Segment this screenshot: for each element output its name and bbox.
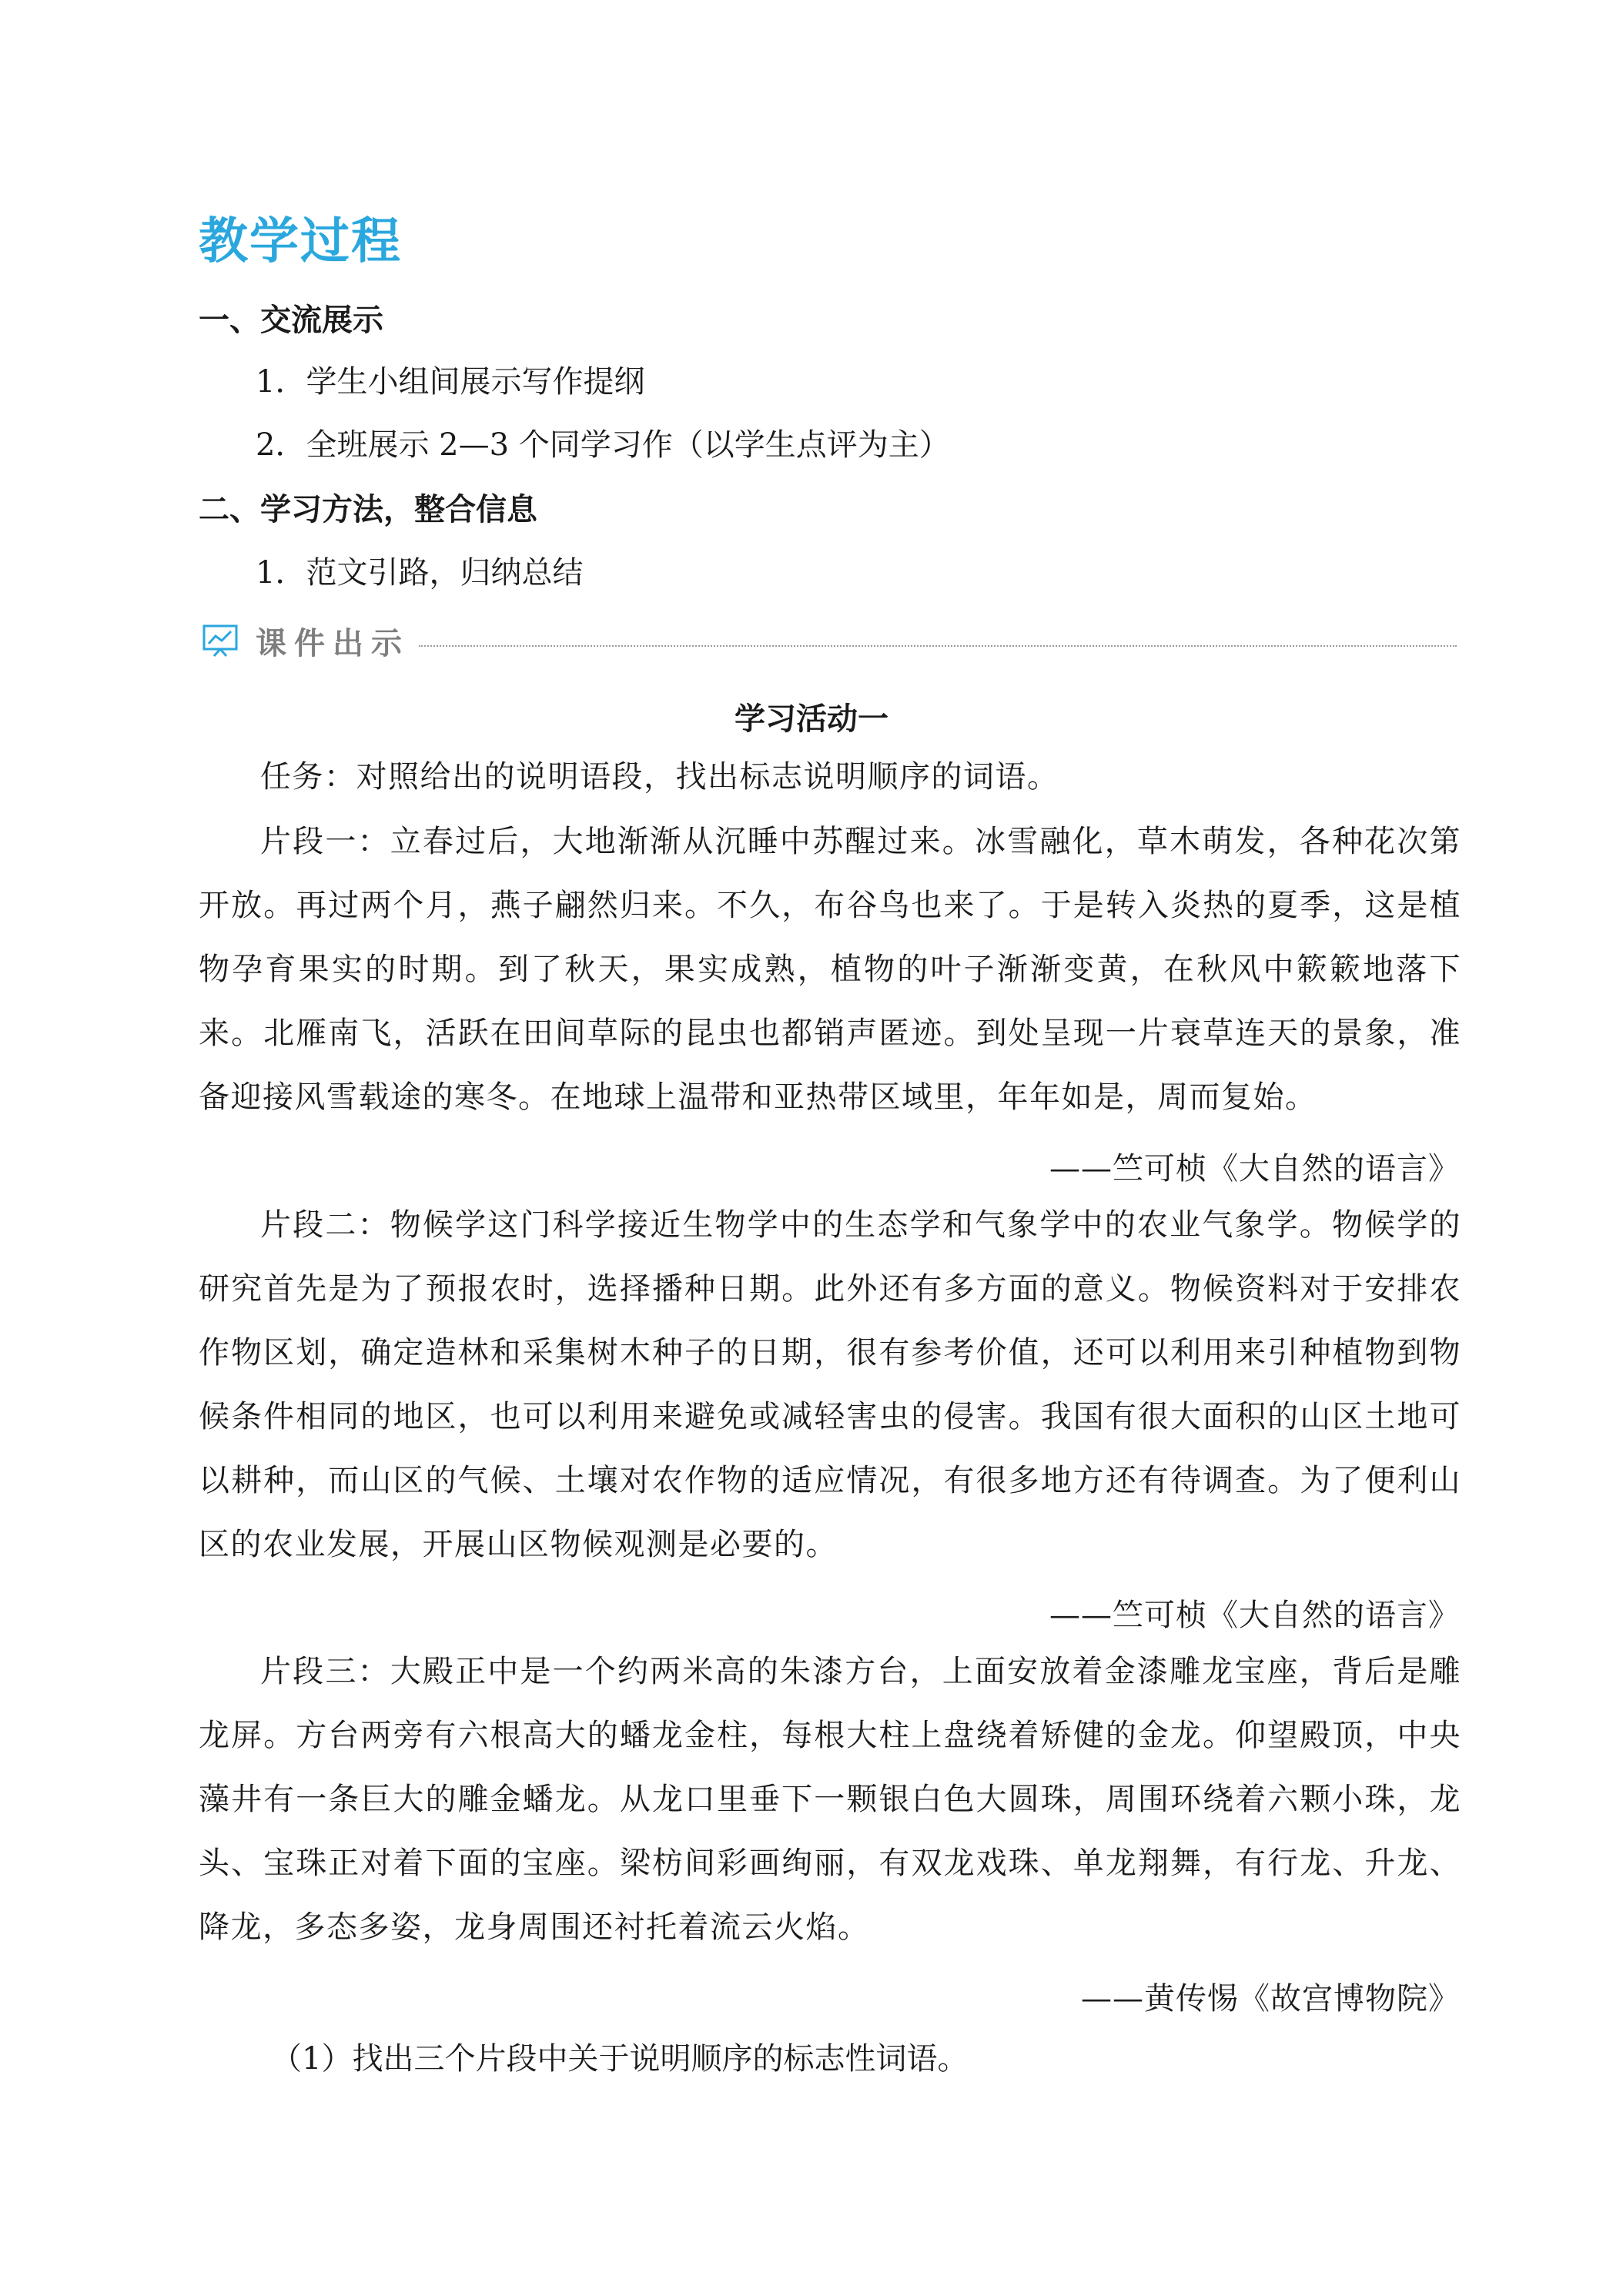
- fragment-two-source: ——竺可桢《大自然的语言》: [1049, 1598, 1460, 1633]
- courseware-banner: [202, 618, 1457, 664]
- list-item: 1．学生小组间展示写作提纲: [256, 364, 645, 400]
- fragment-two-text: 片段二：物候学这门科学接近生物学中的生态学和气象学中的农业气象学。物候学的研究首先是为了预报农时，选择播种日期。此外还有多方面的意义。物候资料对于安排农作物区划，确定造林和采集树木种子的日期，很有参考价值，还可以利用来引种植物到物候条件相同的地区，也可以利用来避免或减轻害虫的侵害。我国有很大面积的山区土地可以耕种，而山区的气候、土壤对农作物的适应情况，有很多地方还有待调查。为了便利山区的农业发展，开展山区物候观测是必要的。: [199, 1207, 1461, 1562]
- chart-screen-icon: [202, 624, 239, 658]
- question-text: （1）找出三个片段中关于说明顺序的标志性词语。: [271, 2041, 969, 2077]
- task-text: 任务：对照给出的说明语段，找出标志说明顺序的词语。: [260, 759, 1059, 795]
- section-heading-methods: 二、学习方法，整合信息: [199, 492, 537, 527]
- activity-title: 学习活动一: [735, 701, 888, 737]
- section-heading-exchange: 一、交流展示: [199, 303, 383, 338]
- list-item: 2．全班展示 2—3 个同学习作（以学生点评为主）: [256, 427, 950, 463]
- courseware-label: 课件出示: [256, 625, 410, 661]
- dotted-divider: [419, 645, 1457, 647]
- fragment-three-text: 片段三：大殿正中是一个约两米高的朱漆方台，上面安放着金漆雕龙宝座，背后是雕龙屏。方台两旁有六根高大的蟠龙金柱，每根大柱上盘绕着矫健的金龙。仰望殿顶，中央藻井有一条巨大的雕金蟠龙。从龙口里垂下一颗银白色大圆珠，周围环绕着六颗小珠，龙头、宝珠正对着下面的宝座。梁枋间彩画绚丽，有双龙戏珠、单龙翔舞，有行龙、升龙、降龙，多态多姿，龙身周围还衬托着流云火焰。: [199, 1654, 1461, 1945]
- page-title: 教学过程: [199, 213, 402, 270]
- fragment-one-text: 片段一：立春过后，大地渐渐从沉睡中苏醒过来。冰雪融化，草木萌发，各种花次第开放。再过两个月，燕子翩然归来。不久，布谷鸟也来了。于是转入炎热的夏季，这是植物孕育果实的时期。到了秋天，果实成熟，植物的叶子渐渐变黄，在秋风中簌簌地落下来。北雁南飞，活跃在田间草际的昆虫也都销声匿迹。到处呈现一片衰草连天的景象，准备迎接风雪载途的寒冬。在地球上温带和亚热带区域里，年年如是，周而复始。: [199, 824, 1461, 1115]
- fragment-three-source: ——黄传惕《故宫博物院》: [1081, 1981, 1460, 2017]
- fragment-one-source: ——竺可桢《大自然的语言》: [1049, 1151, 1460, 1186]
- list-item: 1．范文引路，归纳总结: [256, 555, 584, 591]
